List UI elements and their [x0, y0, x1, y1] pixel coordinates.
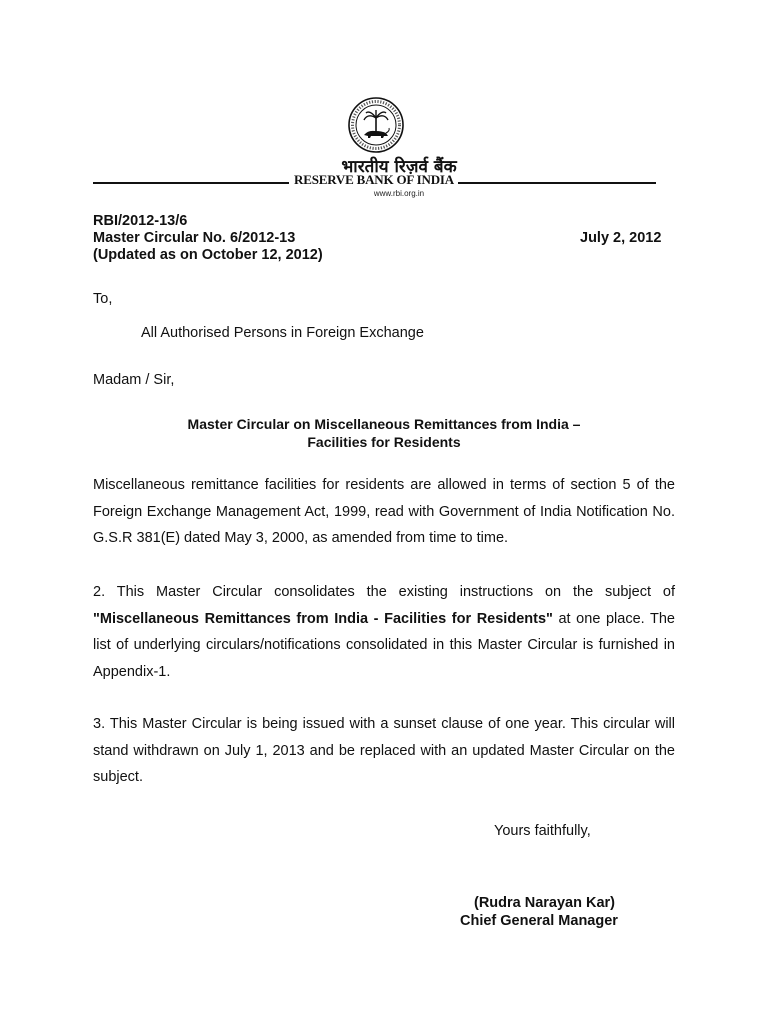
subject-line-2: Facilities for Residents: [307, 434, 461, 450]
rbi-emblem-icon: [347, 96, 405, 154]
salutation: Madam / Sir,: [93, 372, 175, 388]
letterhead-rule-right: [458, 182, 656, 184]
circular-date: July 2, 2012: [580, 230, 662, 246]
updated-note: (Updated as on October 12, 2012): [93, 247, 323, 263]
body-paragraph-1: Miscellaneous remittance facilities for residents are allowed in terms of section 5 of the Foreign Exchange Management Act, 1999, read with Government of India Notification No. G.S.R 381(E) dated May 3, 2000, as amended from time to time.: [93, 477, 675, 546]
subject-line-1: Master Circular on Miscellaneous Remittances from India –: [187, 416, 581, 432]
bank-name-english: RESERVE BANK OF INDIA: [294, 172, 454, 187]
paragraph-2-subject-title: "Miscellaneous Remittances from India - Facilities for Residents": [93, 610, 553, 627]
letterhead-rule-left: [93, 182, 289, 184]
valediction: Yours faithfully,: [494, 823, 591, 839]
circular-subject: [93, 415, 675, 451]
circular-number: Master Circular No. 6/2012-13: [93, 230, 296, 246]
body-paragraph-2: [93, 579, 675, 685]
addressee-to: To,: [93, 291, 113, 307]
reference-number: RBI/2012-13/6: [93, 213, 188, 229]
addressee-recipients: All Authorised Persons in Foreign Exchange: [141, 325, 424, 341]
body-paragraph-3: 3. This Master Circular is being issued with a sunset clause of one year. This circular will stand withdrawn on July 1, 2013 and be replaced with an updated Master Circular on the subject.: [93, 716, 675, 785]
signatory-title: Chief General Manager: [460, 913, 618, 929]
paragraph-2-rest: at one place. The list of underlying circulars/notifications consolidated in this Master Circular is furnished in Appendix-1.: [93, 610, 675, 680]
paragraph-2-intro: 2. This Master Circular consolidates the existing instructions on the subject of: [93, 584, 675, 600]
signatory-name: (Rudra Narayan Kar): [474, 895, 616, 911]
bank-website: www.rbi.org.in: [373, 189, 425, 198]
bank-name-hindi: भारतीय रिज़र्व बैंक: [341, 157, 457, 177]
